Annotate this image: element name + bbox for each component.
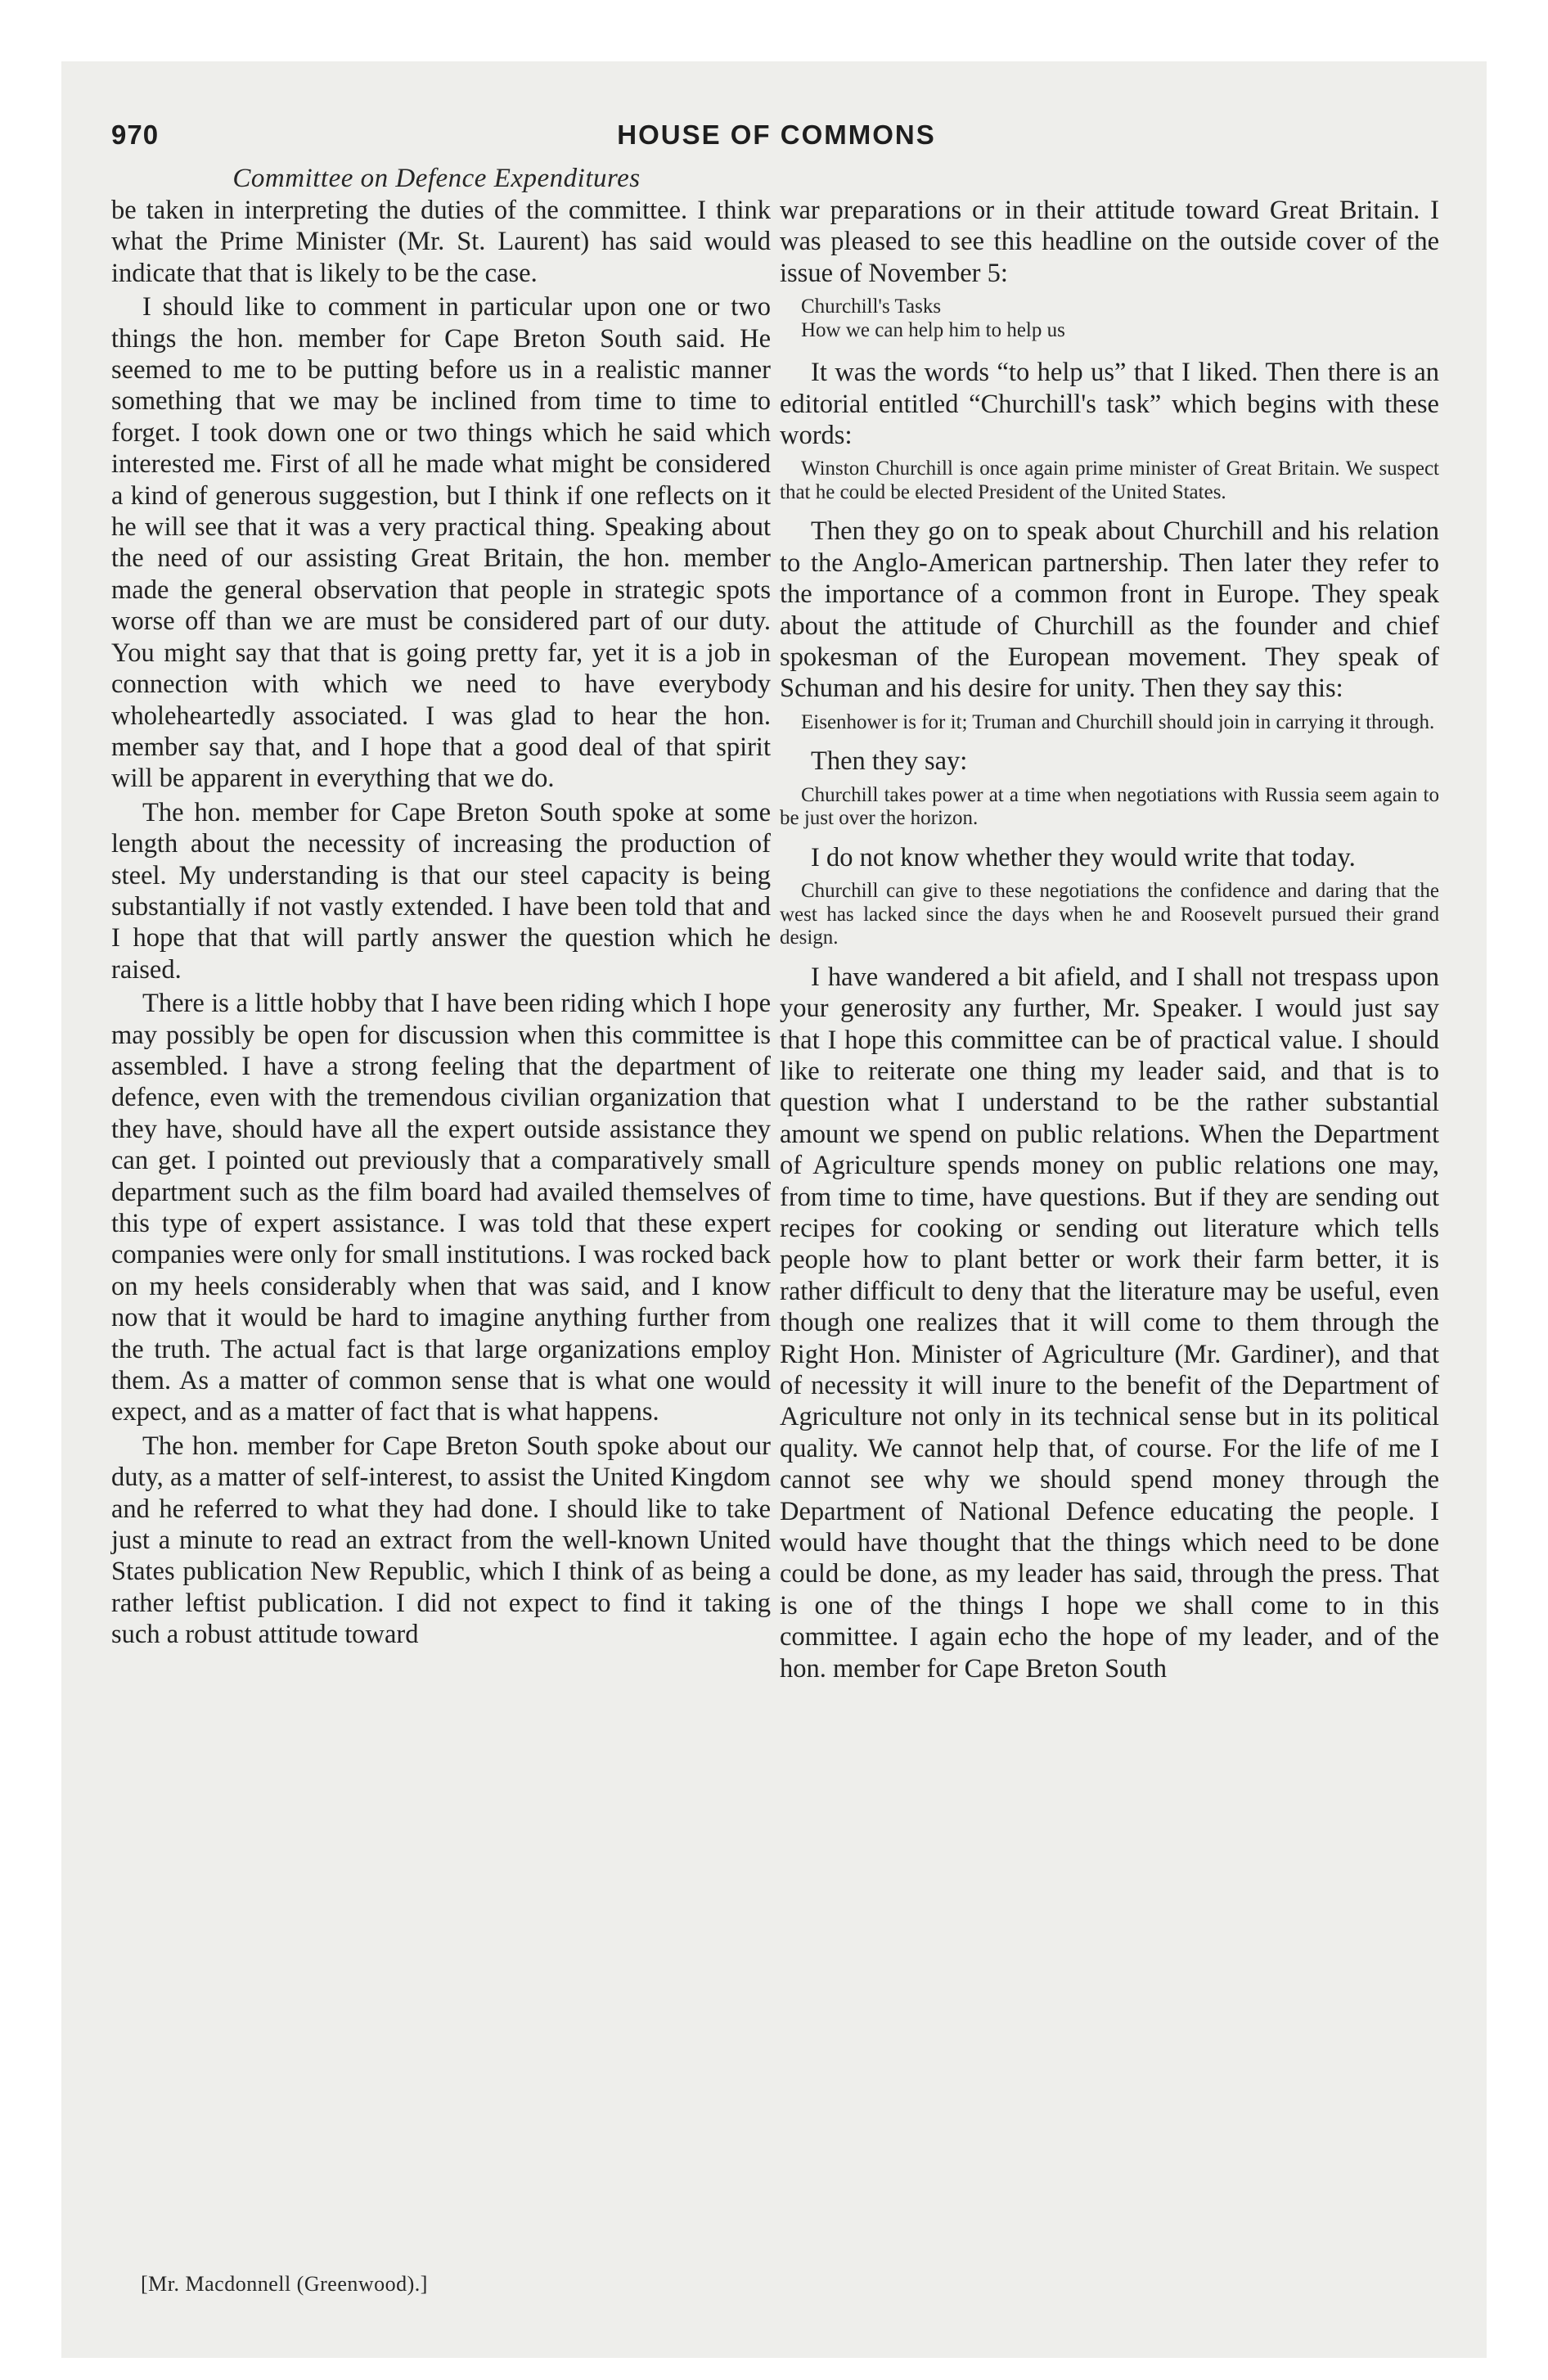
- left-column: [111, 195, 771, 1653]
- section-title: Committee on Defence Expenditures: [232, 164, 641, 193]
- page-number: 970: [111, 119, 160, 150]
- paragraph: war preparations or in their attitude toward Great Britain. I was pleased to see this headline on the outside cover of the issue of November 5:: [780, 196, 1439, 288]
- paragraph: The hon. member for Cape Breton South spoke at some length about the necessity of increasing the production of steel. My understanding is that our steel capacity is being substantially if not vastly extended. I have been told that and I hope that that will partly answer the question which he raised.: [111, 797, 771, 985]
- block-quote: Winston Churchill is once again prime minister of Great Britain. We suspect that he could be elected President of the United States.: [780, 458, 1439, 503]
- block-quote: Churchill takes power at a time when negotiations with Russia seem again to be just over the horizon.: [780, 783, 1439, 830]
- paragraph: There is a little hobby that I have been riding which I hope may possibly be open for discussion when this committee is assembled. I have a strong feeling that the department of defence, even with the tremendous civilian organization that they have, should have all the expert outside assistance they can get. I pointed out previously that a comparatively small department such as the film board had availed themselves of this type of expert assistance. I was told that these expert companies were only for small institutions. I was rocked back on my heels considerably when that was said, and I know now that it would be hard to imagine anything further from the truth. The actual fact is that large organizations employ them. As a matter of common sense that is what one would expect, and as a matter of fact that is what happens.: [111, 989, 771, 1427]
- paragraph: I have wandered a bit afield, and I shall not trespass upon your generosity any further, Mr. Speaker. I would just say that I hope this committee can be of practical value. I should like to reiterate one thing my leader said, and that is to question what I understand to be the rather substantial amount we spend on public relations. When the Department of Agriculture spends money on public relations one may, from time to time, have questions. But if they are sending out recipes for cooking or sending out literature which tells people how to plant better or work their farm better, it is rather difficult to deny that the literature may be useful, even though one realizes that it will come to them through the Right Hon. Minister of Agriculture (Mr. Gardiner), and that of necessity it will inure to the benefit of the Department of Agriculture not only in its technical sense but in its political quality. We cannot help that, of course. For the life of me I cannot see why we should spend money through the Department of National Defence educating the people. I would have thought that the things which need to be done could be done, as my leader has said, through the press. That is one of the things I hope we shall come to in this committee. I again echo the hope of my leader, and of the hon. member for Cape Breton South: [780, 962, 1439, 1684]
- paragraph: The hon. member for Cape Breton South spoke about our duty, as a matter of self-interest, to assist the United Kingdom and he referred to what they had done. I should like to take just a minute to read an extract from the well-known United States publication New Republic, which I think of as being a rather leftist publication. I did not expect to find it taking such a robust attitude toward: [111, 1431, 771, 1650]
- paragraph: It was the words “to help us” that I liked. Then there is an editorial entitled “Churchill's task” which begins with these words:: [780, 358, 1439, 451]
- block-quote: Eisenhower is for it; Truman and Churchill should join in carrying it through.: [801, 710, 1435, 733]
- speaker-footer: [Mr. Macdonnell (Greenwood).]: [141, 2272, 428, 2296]
- paragraph: I do not know whether they would write that today.: [811, 842, 1356, 872]
- page-header: [111, 119, 1442, 160]
- paragraph: I should like to comment in particular upon one or two things the hon. member for Cape Breton South said. He seemed to me to be putting before us in a realistic manner something that we may be inclined from time to time to forget. I took down one or two things which he said which interested me. First of all he made what might be considered a kind of generous suggestion, but I think if one reflects on it he will see that it was a very practical thing. Speaking about the need of our assisting Great Britain, the hon. member made the general observation that people in strategic spots worse off than we are must be considered part of our duty. You might say that that is going pretty far, yet it is a job in connection with which we need to have everybody wholeheartedly associated. I was glad to hear the hon. member say that, and I hope that a good deal of that spirit will be apparent in everything that we do.: [111, 292, 771, 794]
- right-column: [780, 195, 1439, 1687]
- paragraph: Then they go on to speak about Churchill and his relation to the Anglo-American partnership. Then later they refer to the importance of a common front in Europe. They speak about the attitude of Churchill as the founder and chief spokesman of the European movement. They speak of Schuman and his desire for unity. Then they say this:: [780, 516, 1439, 704]
- paragraph: be taken in interpreting the duties of the committee. I think what the Prime Minister (Mr. St. Laurent) has said would indicate that that is likely to be the case.: [111, 196, 771, 288]
- quote-line: Churchill's Tasks: [801, 295, 942, 318]
- quote-line: How we can help him to help us: [801, 318, 1065, 341]
- block-quote: Churchill can give to these negotiations the confidence and daring that the west has lacked since the days when he and Roosevelt pursued their grand design.: [780, 880, 1439, 949]
- paragraph: Then they say:: [811, 746, 968, 777]
- quoted-headline: [801, 295, 1439, 342]
- running-title: HOUSE OF COMMONS: [617, 119, 936, 150]
